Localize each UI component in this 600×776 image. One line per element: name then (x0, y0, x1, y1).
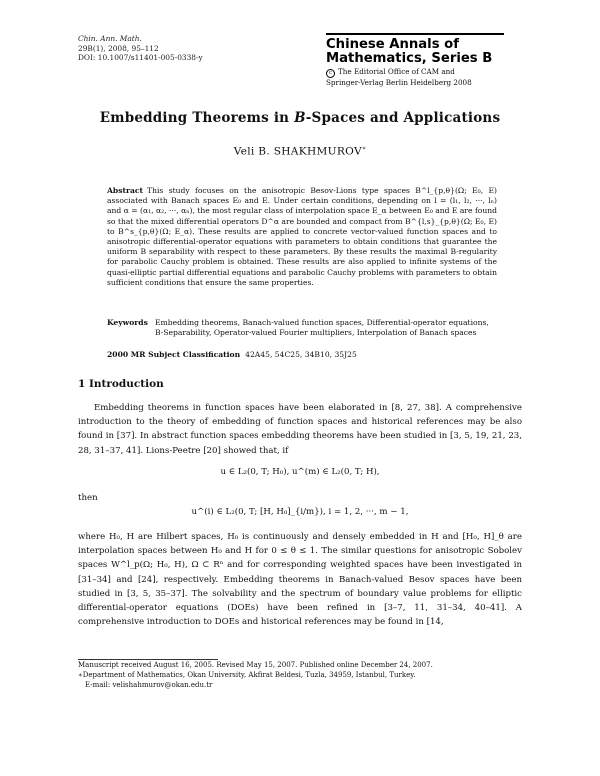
then-word: then (78, 493, 98, 503)
journal-title-line2: Mathematics, Series B (326, 50, 493, 66)
footnote-received: Manuscript received August 16, 2005. Revised May 15, 2007. Published online December 24, 2007. (78, 661, 433, 669)
copyright-line1: The Editorial Office of CAM and (338, 67, 455, 77)
keywords-label: Keywords (107, 318, 148, 327)
msc-label: 2000 MR Subject Classification (107, 350, 241, 359)
abstract (107, 186, 497, 288)
doi: DOI: 10.1007/s11401-005-0338-y (78, 53, 203, 63)
abstract-label: Abstract (107, 186, 144, 195)
journal-citation (78, 34, 203, 63)
msc-codes: 42A45, 54C25, 34B10, 35J25 (245, 350, 357, 359)
author-footnote-mark: ∗ (361, 145, 367, 152)
intro-paragraph-1: Embedding theorems in function spaces have been elaborated in [8, 27, 38]. A comprehensive introduction to the theory of embedding of function spaces and historical references may be also found in [37]. In abstract function spaces embedding theorems have been studied in [3, 5, 19, 21, 23, 28, 31–37, 41]. Lions-Peetre [20] showed that, if (78, 403, 522, 456)
journal-masthead (326, 33, 522, 87)
footnote-affiliation: ∗Department of Mathematics, Okan University, Akfirat Beldesi, Tuzla, 34959, Istanbul, Turkey. (78, 671, 416, 679)
equation-1: u ∈ L₂(0, T; H₀), u^(m) ∈ L₂(0, T; H), (220, 467, 380, 477)
journal-title-line1: Chinese Annals of (326, 37, 459, 52)
equation-2: u^(i) ∈ L₂(0, T; [H, H₀]_{i/m}), i = 1, 2, ···, m − 1, (191, 507, 409, 517)
keywords-text: Embedding theorems, Banach-valued function spaces, Differential-operator equations, B-Separability, Operator-valued Fourier multipliers, Interpolation of Banach spaces (155, 318, 489, 338)
copyright-line2: Springer-Verlag Berlin Heidelberg 2008 (326, 78, 472, 88)
paper-title: Embedding Theorems in B-Spaces and Applications (99, 110, 501, 126)
journal-abbrev: Chin. Ann. Math. (78, 34, 142, 43)
copyright (326, 67, 522, 87)
author: Veli B. SHAKHMUROV∗ (233, 145, 367, 158)
masthead-rule (326, 33, 504, 35)
section-heading-introduction: 1 Introduction (78, 378, 164, 390)
volume-line: 29B(1), 2008, 95–112 (78, 43, 159, 53)
msc-classification (107, 350, 357, 359)
abstract-text: This study focuses on the anisotropic Besov-Lions type spaces B^l_{p,θ}(Ω; E₀, E) associated with Banach spaces E₀ and E. Under certain conditions, depending on l = (l₁, l₂, ···, lₙ) and α = (α₁, α₂, ···, αₙ), the most regular class of interpolation space E_α between E₀ and E are found so that the mixed differential operators D^α are bounded and compact from B^{l,s}_{p,θ}(Ω; E₀, E) to B^s_{p,θ}(Ω; E_α). These results are applied to concrete vector-valued function spaces and to anisotropic differential-operator equations with parameters to obtain conditions that guarantee the uniform B separability with respect to these parameters. By these results the maximal B-regularity for parabolic Cauchy problem is obtained. These results are also applied to infinite systems of the quasi-elliptic partial differential equations and parabolic Cauchy problems with parameters to obtain sufficient conditions that ensure the same properties. (107, 186, 497, 287)
intro-paragraph-2: where H₀, H are Hilbert spaces, H₀ is continuously and densely embedded in H and [H₀, H]_θ are interpolation spaces between H₀ and H for 0 ≤ θ ≤ 1. The similar questions for anisotropic Sobolev spaces W^l_p(Ω; H₀, H), Ω ⊂ Rⁿ and for corresponding weighted spaces have been investigated in [31–34] and [24], respectively. Embedding theorems in Banach-valued Besov spaces have been studied in [3, 5, 35–37]. The solvability and the spectrum of boundary value problems for elliptic differential-operator equations (DOEs) have been refined in [3–7, 11, 31–34, 40–41]. A comprehensive introduction to DOEs and historical references may be found in [14, (78, 532, 522, 628)
copyright-icon: c (326, 69, 335, 78)
footnote-rule (78, 659, 218, 660)
footnote-email: E-mail: velishahmurov@okan.edu.tr (85, 681, 213, 689)
